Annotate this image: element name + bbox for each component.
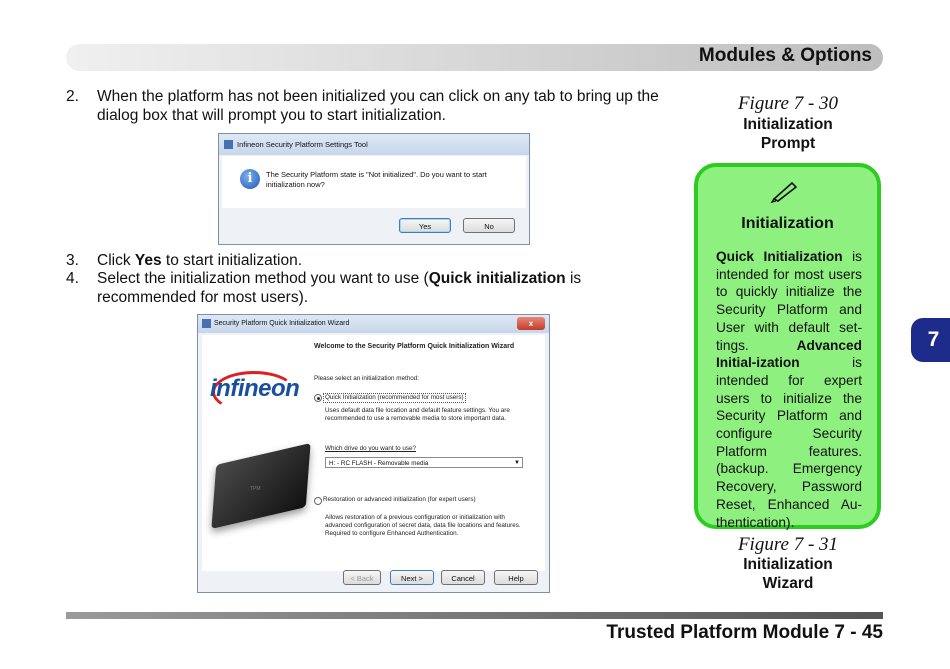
- step-text-line2: dialog box that will prompt you to start initialization.: [97, 107, 446, 124]
- drive-label: Which drive do you want to use?: [325, 445, 417, 452]
- step-text-line1: Select the initialization method you want to use (Quick initialization is: [97, 270, 582, 287]
- initialization-wizard-dialog: [197, 314, 550, 593]
- step-text-line1: When the platform has not been initialized you can click on any tab to bring up the: [97, 88, 659, 105]
- figure-label: Figure 7 - 31: [737, 534, 839, 555]
- dialog-body: [222, 156, 526, 208]
- step-number: 2.: [66, 88, 79, 105]
- back-button[interactable]: < Back: [343, 570, 381, 585]
- chip-label: TPM: [250, 486, 261, 492]
- help-button[interactable]: Help: [494, 570, 538, 585]
- note-body: Quick Initialization is intended for most users to quickly initialize the Security Platform and User with default set-tings. Advanced Initial-ization is intended for expert users to initialize the Security Platform and configure Security Platform features. (backup. Emergency Recovery, Password Reset, Enhanced Au-thentication).: [716, 249, 863, 530]
- initialization-prompt-dialog: [218, 133, 530, 245]
- infineon-logo: infineon: [210, 375, 300, 402]
- drive-select[interactable]: [325, 457, 523, 468]
- app-icon: [202, 319, 211, 328]
- footer-title: Trusted Platform Module 7 - 45: [606, 622, 883, 643]
- step-number: 4.: [66, 270, 79, 287]
- footer-bar: [66, 612, 883, 619]
- select-prompt: Please select an initialization method:: [314, 375, 420, 382]
- quick-init-radio[interactable]: [314, 394, 322, 402]
- wizard-heading: Welcome to the Security Platform Quick Initialization Wizard: [314, 343, 515, 350]
- dialog-title: Security Platform Quick Initialization Wizard: [198, 315, 549, 333]
- step-number: 3.: [66, 252, 79, 269]
- info-icon: i: [240, 169, 260, 189]
- yes-button[interactable]: Yes: [399, 218, 451, 233]
- cancel-button[interactable]: Cancel: [441, 570, 485, 585]
- chapter-tab: 7: [911, 318, 950, 362]
- dialog-message: The Security Platform state is "Not initialized". Do you want to start initialization now?: [266, 170, 487, 189]
- note-heading: Initialization: [741, 215, 834, 232]
- quick-init-description: Uses default data file location and default feature settings. You are recommended to use a removable media to store important data.: [325, 407, 510, 422]
- step-text-line2: recommended for most users).: [97, 289, 309, 306]
- chip-image: [211, 443, 310, 529]
- advanced-init-description: Allows restoration of a previous configuration or initialization with advanced configuration of secret data, data file locations and features. Required to configure Enhanced Authentication.: [325, 514, 521, 537]
- note-box: [694, 163, 881, 529]
- figure-title-line2: Wizard: [762, 575, 814, 592]
- no-button[interactable]: No: [463, 218, 515, 233]
- figure-title-line2: Prompt: [760, 135, 816, 152]
- advanced-init-label[interactable]: Restoration or advanced initialization (for expert users): [323, 496, 476, 503]
- pencil-icon: [770, 179, 800, 203]
- section-title: Modules & Options: [698, 45, 872, 66]
- quick-init-label[interactable]: Quick Initialization (recommended for most users): [325, 394, 464, 401]
- figure-label: Figure 7 - 30: [737, 93, 839, 114]
- figure-title-line1: Initialization: [743, 556, 833, 573]
- dialog-title: Infineon Security Platform Settings Tool: [219, 134, 529, 155]
- chevron-down-icon: ▼: [514, 460, 520, 466]
- advanced-init-radio[interactable]: [314, 497, 322, 505]
- steps-3-4: [66, 251, 686, 311]
- figure-title-line1: Initialization: [743, 116, 833, 133]
- drive-select-value: H: - RC FLASH - Removable media: [329, 460, 429, 467]
- step-text: Click Yes to start initialization.: [97, 252, 303, 269]
- app-icon: [224, 140, 233, 149]
- step-2: [66, 87, 686, 127]
- next-button[interactable]: Next >: [390, 570, 434, 585]
- wizard-pane: [202, 335, 545, 571]
- close-button[interactable]: x: [517, 317, 545, 330]
